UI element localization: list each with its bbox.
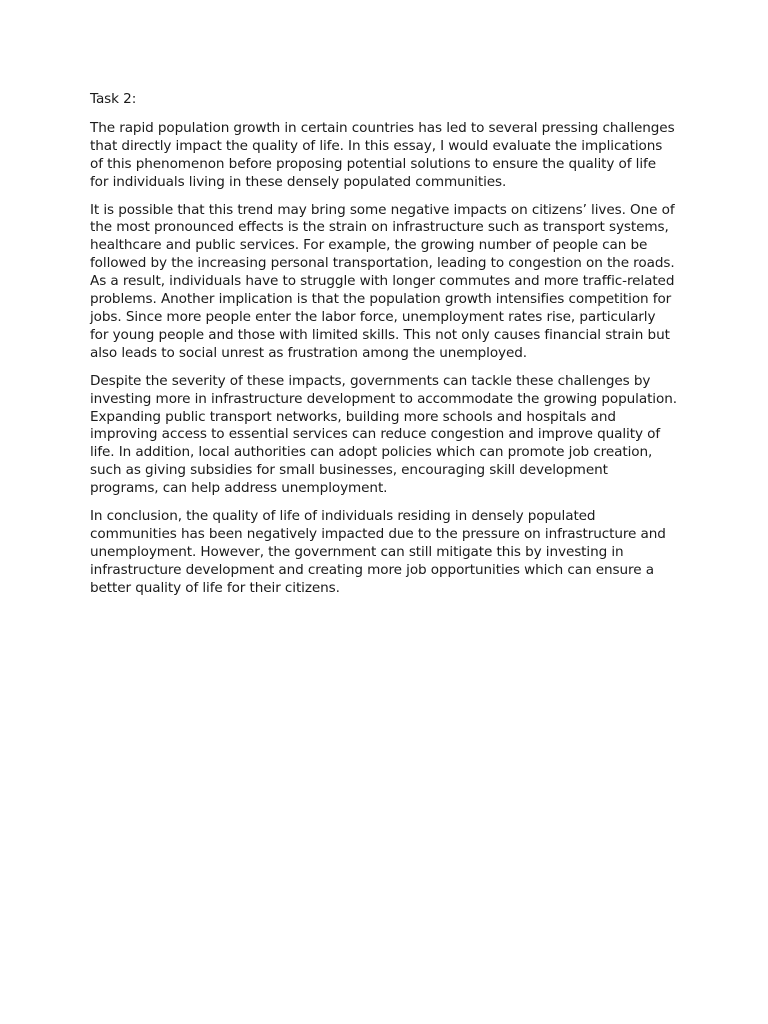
paragraph-conclusion: In conclusion, the quality of life of individuals residing in densely populated communities has been negatively impacted due to the pressure on infrastructure and unemployment. However, the government can still mitigate this by investing in infrastructure development and creating more job opportunities which can ensure a better quality of life for their citizens. xyxy=(90,508,666,596)
paragraph-introduction: The rapid population growth in certain countries has led to several pressing challenges that directly impact the quality of life. In this essay, I would evaluate the implications of this phenomenon before proposing potential solutions to ensure the quality of life for individuals living in these densely populated communities. xyxy=(90,119,675,190)
document-heading: Task 2: xyxy=(90,91,137,107)
paragraph-impacts: It is possible that this trend may bring some negative impacts on citizens’ lives. One of the most pronounced effects is the strain on infrastructure such as transport systems, healthcare and public services. For example, the growing number of people can be followed by the increasing personal transportation, leading to congestion on the roads. As a result, individuals have to struggle with longer commutes and more traffic-related problems. Another implication is that the population growth intensifies competition for jobs. Since more people enter the labor force, unemployment rates rise, particularly for young people and those with limited skills. This not only causes financial strain but also leads to social unrest as frustration among the unemployed. xyxy=(90,201,675,361)
document-body xyxy=(90,91,678,608)
paragraph-solutions: Despite the severity of these impacts, governments can tackle these challenges by investing more in infrastructure development to accommodate the growing population. Expanding public transport networks, building more schools and hospitals and improving access to essential services can reduce congestion and improve quality of life. In addition, local authorities can adopt policies which can promote job creation, such as giving subsidies for small businesses, encouraging skill development programs, can help address unemployment. xyxy=(90,372,677,497)
